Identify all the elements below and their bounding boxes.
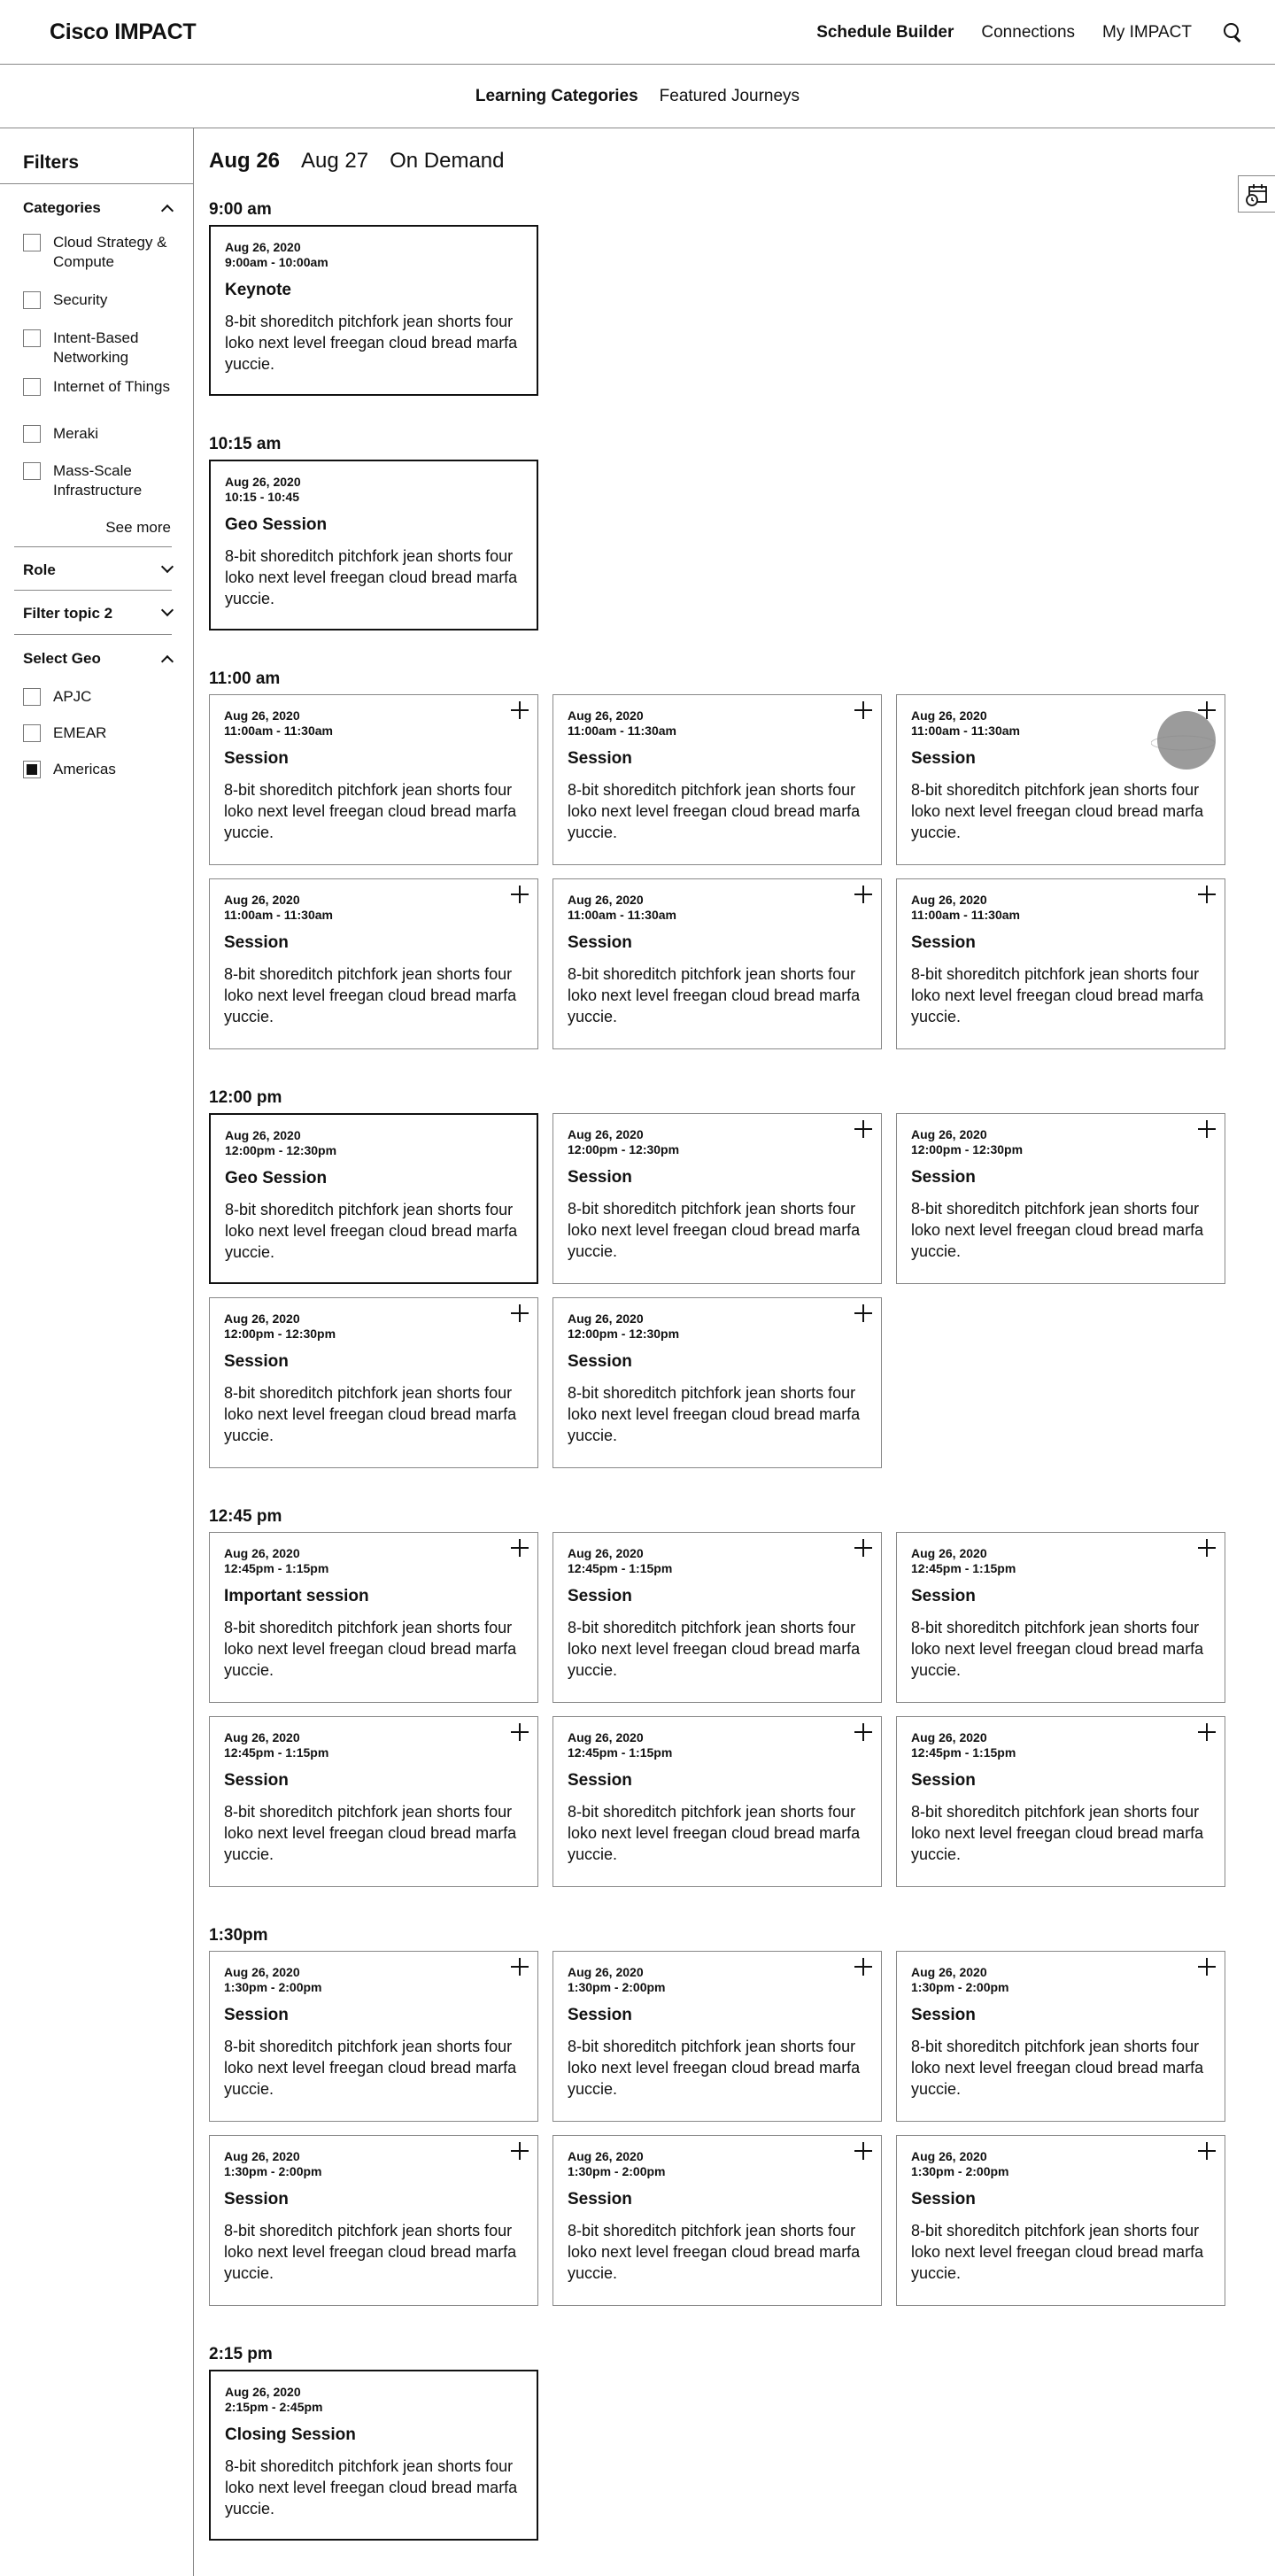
session-time: 12:00pm - 12:30pm: [911, 1142, 1024, 1156]
checkbox[interactable]: [23, 688, 41, 706]
session-card[interactable]: [552, 1297, 882, 1468]
session-card[interactable]: [209, 1297, 538, 1468]
session-time: 2:15pm - 2:45pm: [225, 2400, 323, 2414]
session-card[interactable]: [896, 1113, 1225, 1284]
session-card[interactable]: [552, 878, 882, 1049]
checkbox[interactable]: [23, 291, 41, 309]
session-title: Session: [568, 1771, 632, 1790]
session-description: 8-bit shoreditch pitchfork jean shorts four loko next level freegan cloud bread marfa yuccie.: [225, 2457, 518, 2518]
session-time: 1:30pm - 2:00pm: [568, 2164, 666, 2178]
add-to-schedule-icon[interactable]: [1198, 1958, 1216, 1976]
session-datetime: [911, 1546, 1016, 1576]
session-datetime: [224, 1965, 321, 1995]
divider: [14, 634, 172, 635]
nav-schedule-builder[interactable]: Schedule Builder: [816, 23, 954, 42]
session-time: 1:30pm - 2:00pm: [224, 1980, 322, 1994]
session-time: 1:30pm - 2:00pm: [911, 2164, 1009, 2178]
session-description: 8-bit shoreditch pitchfork jean shorts four loko next level freegan cloud bread marfa yuccie.: [568, 781, 861, 841]
session-card[interactable]: [552, 694, 882, 865]
add-to-schedule-icon[interactable]: [511, 1304, 529, 1322]
session-time: 12:45pm - 1:15pm: [568, 1561, 673, 1575]
session-datetime: [224, 1311, 336, 1342]
session-title: Important session: [224, 1587, 369, 1605]
checkbox[interactable]: [23, 462, 41, 480]
see-more-link[interactable]: See more: [105, 519, 171, 536]
session-card[interactable]: [209, 1951, 538, 2122]
session-card[interactable]: [896, 1532, 1225, 1703]
add-to-schedule-icon[interactable]: [511, 701, 529, 719]
add-to-schedule-icon[interactable]: [1198, 2142, 1216, 2160]
add-to-schedule-icon[interactable]: [511, 1539, 529, 1557]
session-date: Aug 26, 2020: [911, 708, 987, 723]
session-time: 12:45pm - 1:15pm: [224, 1561, 329, 1575]
time-slot-label: 2:15 pm: [209, 2345, 273, 2363]
checkbox-label: Americas: [53, 761, 116, 777]
session-datetime: [568, 708, 676, 739]
filter-internet-of-things[interactable]: [23, 377, 174, 397]
session-time: 12:45pm - 1:15pm: [568, 1745, 673, 1760]
session-card[interactable]: [209, 694, 538, 865]
session-title: Closing Session: [225, 2425, 356, 2444]
add-to-schedule-icon[interactable]: [1198, 1723, 1216, 1741]
session-description: 8-bit shoreditch pitchfork jean shorts four loko next level freegan cloud bread marfa yuccie.: [224, 1619, 517, 1679]
session-description: 8-bit shoreditch pitchfork jean shorts four loko next level freegan cloud bread marfa yuccie.: [568, 1803, 861, 1863]
calendar-clock-icon: [1246, 183, 1269, 206]
session-description: 8-bit shoreditch pitchfork jean shorts four loko next level freegan cloud bread marfa yuccie.: [225, 313, 518, 373]
divider: [14, 546, 172, 547]
session-datetime: [911, 1127, 1023, 1157]
session-card[interactable]: [896, 878, 1225, 1049]
checkbox-label: Security: [53, 291, 108, 308]
checkbox-label: Mass-Scale Infrastructure: [53, 462, 143, 499]
session-time: 12:45pm - 1:15pm: [224, 1745, 329, 1760]
add-to-schedule-icon[interactable]: [854, 701, 872, 719]
session-datetime: [225, 475, 301, 505]
session-datetime: [225, 2385, 322, 2415]
session-title: Session: [911, 1587, 976, 1605]
session-description: 8-bit shoreditch pitchfork jean shorts four loko next level freegan cloud bread marfa yuccie.: [911, 1619, 1204, 1679]
session-title: Session: [911, 1168, 976, 1187]
session-description: 8-bit shoreditch pitchfork jean shorts four loko next level freegan cloud bread marfa yuccie.: [911, 2038, 1204, 2098]
session-time: 12:00pm - 12:30pm: [568, 1327, 680, 1341]
checkbox-label: APJC: [53, 688, 92, 705]
session-card[interactable]: [209, 878, 538, 1049]
add-to-schedule-icon[interactable]: [854, 1958, 872, 1976]
session-date: Aug 26, 2020: [224, 1730, 300, 1744]
session-title: Keynote: [225, 281, 291, 299]
tab-aug-27[interactable]: Aug 27: [301, 149, 369, 173]
add-to-schedule-icon[interactable]: [1198, 886, 1216, 903]
session-time: 12:00pm - 12:30pm: [225, 1143, 337, 1157]
session-title: Session: [568, 1168, 632, 1187]
session-title: Session: [224, 749, 289, 768]
geo-toggle[interactable]: [23, 650, 172, 668]
checkbox[interactable]: [23, 724, 41, 742]
session-description: 8-bit shoreditch pitchfork jean shorts four loko next level freegan cloud bread marfa yuccie.: [911, 781, 1204, 841]
session-date: Aug 26, 2020: [568, 1965, 644, 1979]
checkbox[interactable]: [23, 378, 41, 396]
session-description: 8-bit shoreditch pitchfork jean shorts four loko next level freegan cloud bread marfa yuccie.: [568, 1384, 861, 1444]
session-date: Aug 26, 2020: [568, 1546, 644, 1560]
session-date: Aug 26, 2020: [911, 2149, 987, 2163]
session-card[interactable]: [209, 2370, 538, 2541]
filter-mass-scale-infrastructure[interactable]: [23, 461, 174, 500]
sub-nav: [0, 65, 1275, 128]
session-date: Aug 26, 2020: [568, 708, 644, 723]
session-card[interactable]: [209, 1113, 538, 1284]
nav-my-impact[interactable]: My IMPACT: [1102, 23, 1192, 42]
session-title: Session: [224, 1352, 289, 1371]
time-slot-label: 12:00 pm: [209, 1088, 282, 1107]
session-description: 8-bit shoreditch pitchfork jean shorts four loko next level freegan cloud bread marfa yuccie.: [911, 2222, 1204, 2282]
filter-apjc[interactable]: [23, 687, 174, 707]
session-card[interactable]: [552, 1532, 882, 1703]
session-time: 11:00am - 11:30am: [911, 723, 1020, 738]
session-title: Session: [224, 933, 289, 952]
session-date: Aug 26, 2020: [224, 708, 300, 723]
session-time: 12:45pm - 1:15pm: [911, 1561, 1016, 1575]
top-header: [0, 0, 1275, 65]
session-description: 8-bit shoreditch pitchfork jean shorts four loko next level freegan cloud bread marfa yuccie.: [911, 1803, 1204, 1863]
session-date: Aug 26, 2020: [568, 1127, 644, 1141]
subnav-learning-categories[interactable]: Learning Categories: [475, 86, 638, 105]
time-slot-label: 9:00 am: [209, 200, 272, 219]
session-datetime: [225, 1128, 336, 1158]
chevron-up-icon: [161, 655, 174, 668]
session-date: Aug 26, 2020: [568, 1730, 644, 1744]
session-title: Session: [568, 1587, 632, 1605]
checkbox[interactable]: [23, 329, 41, 347]
session-description: 8-bit shoreditch pitchfork jean shorts four loko next level freegan cloud bread marfa yuccie.: [568, 2222, 861, 2282]
session-card[interactable]: [896, 1716, 1225, 1887]
session-time: 11:00am - 11:30am: [911, 908, 1020, 922]
chevron-down-icon: [161, 561, 174, 573]
session-card[interactable]: [209, 1716, 538, 1887]
checkbox-label: Intent-Based Networking: [53, 329, 139, 366]
filters-sidebar: [0, 128, 194, 2576]
filter-topic-toggle[interactable]: [23, 605, 172, 623]
session-description: 8-bit shoreditch pitchfork jean shorts four loko next level freegan cloud bread marfa yuccie.: [224, 781, 517, 841]
session-card[interactable]: [209, 460, 538, 630]
session-description: 8-bit shoreditch pitchfork jean shorts four loko next level freegan cloud bread marfa yuccie.: [224, 965, 517, 1025]
session-datetime: [568, 1127, 679, 1157]
session-title: Session: [568, 749, 632, 768]
session-description: 8-bit shoreditch pitchfork jean shorts four loko next level freegan cloud bread marfa yuccie.: [911, 965, 1204, 1025]
tab-aug-26[interactable]: Aug 26: [209, 149, 281, 173]
session-datetime: [225, 240, 328, 270]
session-date: Aug 26, 2020: [224, 1311, 300, 1326]
geo-label: Select Geo: [23, 650, 101, 667]
session-card[interactable]: [552, 2135, 882, 2306]
session-description: 8-bit shoreditch pitchfork jean shorts four loko next level freegan cloud bread marfa yuccie.: [911, 1200, 1204, 1260]
session-time: 11:00am - 11:30am: [224, 723, 333, 738]
session-title: Session: [911, 1771, 976, 1790]
session-card[interactable]: [552, 1113, 882, 1284]
session-datetime: [568, 1546, 672, 1576]
session-card[interactable]: [552, 1951, 882, 2122]
filter-emear[interactable]: [23, 723, 174, 743]
session-datetime: [224, 2149, 321, 2179]
session-datetime: [224, 1546, 328, 1576]
categories-toggle[interactable]: [23, 199, 172, 217]
session-description: 8-bit shoreditch pitchfork jean shorts four loko next level freegan cloud bread marfa yuccie.: [225, 1201, 518, 1261]
session-title: Session: [911, 933, 976, 952]
filter-intent-based-networking[interactable]: [23, 329, 174, 367]
checkbox-label: Cloud Strategy & Compute: [53, 234, 167, 270]
session-date: Aug 26, 2020: [568, 1311, 644, 1326]
session-title: Session: [911, 2190, 976, 2209]
session-card[interactable]: [209, 1532, 538, 1703]
filter-topic-label: Filter topic 2: [23, 605, 113, 622]
session-card[interactable]: [896, 694, 1225, 865]
role-toggle[interactable]: [23, 561, 172, 579]
checkbox-checked[interactable]: [23, 761, 41, 778]
time-slot-label: 10:15 am: [209, 435, 282, 453]
session-date: Aug 26, 2020: [224, 893, 300, 907]
session-datetime: [568, 893, 676, 923]
session-title: Session: [568, 933, 632, 952]
session-title: Geo Session: [225, 515, 328, 534]
session-description: 8-bit shoreditch pitchfork jean shorts four loko next level freegan cloud bread marfa yuccie.: [568, 965, 861, 1025]
session-time: 1:30pm - 2:00pm: [568, 1980, 666, 1994]
session-time: 11:00am - 11:30am: [224, 908, 333, 922]
search-icon[interactable]: [1222, 22, 1243, 43]
add-to-schedule-icon[interactable]: [854, 2142, 872, 2160]
session-description: 8-bit shoreditch pitchfork jean shorts four loko next level freegan cloud bread marfa yuccie.: [224, 2222, 517, 2282]
session-datetime: [568, 2149, 665, 2179]
session-title: Session: [568, 1352, 632, 1371]
session-title: Session: [224, 2006, 289, 2024]
session-card[interactable]: [209, 2135, 538, 2306]
session-description: 8-bit shoreditch pitchfork jean shorts four loko next level freegan cloud bread marfa yuccie.: [224, 1384, 517, 1444]
session-date: Aug 26, 2020: [911, 1127, 987, 1141]
top-nav: [789, 22, 1243, 43]
session-time: 11:00am - 11:30am: [568, 908, 676, 922]
logo[interactable]: Cisco IMPACT: [50, 19, 197, 44]
my-schedule-button[interactable]: [1238, 175, 1275, 213]
filter-meraki[interactable]: [23, 424, 174, 444]
add-to-schedule-icon[interactable]: [854, 886, 872, 903]
session-time: 12:00pm - 12:30pm: [568, 1142, 680, 1156]
add-to-schedule-icon[interactable]: [511, 1958, 529, 1976]
session-date: Aug 26, 2020: [568, 2149, 644, 2163]
time-slot-label: 12:45 pm: [209, 1507, 282, 1526]
session-title: Session: [224, 2190, 289, 2209]
session-time: 11:00am - 11:30am: [568, 723, 676, 738]
nav-connections[interactable]: Connections: [981, 23, 1076, 42]
add-to-schedule-icon[interactable]: [511, 2142, 529, 2160]
session-time: 9:00am - 10:00am: [225, 255, 328, 269]
session-time: 1:30pm - 2:00pm: [224, 2164, 322, 2178]
chevron-down-icon: [161, 604, 174, 616]
session-time: 12:00pm - 12:30pm: [224, 1327, 336, 1341]
session-datetime: [911, 893, 1020, 923]
session-description: 8-bit shoreditch pitchfork jean shorts four loko next level freegan cloud bread marfa yuccie.: [568, 1619, 861, 1679]
session-date: Aug 26, 2020: [224, 1965, 300, 1979]
session-description: 8-bit shoreditch pitchfork jean shorts four loko next level freegan cloud bread marfa yuccie.: [568, 2038, 861, 2098]
time-slot-label: 11:00 am: [209, 669, 281, 688]
session-date: Aug 26, 2020: [911, 1730, 987, 1744]
checkbox-label: EMEAR: [53, 724, 107, 741]
categories-label: Categories: [23, 199, 101, 216]
checkbox-label: Meraki: [53, 425, 99, 442]
add-to-schedule-icon[interactable]: [1198, 1120, 1216, 1138]
session-description: 8-bit shoreditch pitchfork jean shorts four loko next level freegan cloud bread marfa yuccie.: [224, 1803, 517, 1863]
session-datetime: [911, 708, 1020, 739]
chevron-up-icon: [161, 205, 174, 217]
filter-cloud-strategy[interactable]: [23, 233, 174, 272]
divider: [0, 183, 193, 184]
checkbox-label: Internet of Things: [53, 378, 170, 395]
session-date: Aug 26, 2020: [225, 240, 301, 254]
session-card[interactable]: [896, 1951, 1225, 2122]
session-title: Session: [911, 2006, 976, 2024]
session-datetime: [568, 1965, 665, 1995]
divider: [14, 590, 172, 591]
tab-on-demand[interactable]: On Demand: [390, 149, 505, 173]
session-date: Aug 26, 2020: [225, 475, 301, 489]
session-time: 10:15 - 10:45: [225, 490, 300, 504]
session-card[interactable]: [209, 225, 538, 396]
add-to-schedule-icon[interactable]: [1198, 701, 1216, 719]
session-datetime: [224, 1730, 328, 1760]
checkbox[interactable]: [23, 425, 41, 443]
session-title: Session: [224, 1771, 289, 1790]
session-date: Aug 26, 2020: [224, 2149, 300, 2163]
filters-title: Filters: [23, 152, 80, 173]
session-title: Session: [911, 749, 976, 768]
session-description: 8-bit shoreditch pitchfork jean shorts four loko next level freegan cloud bread marfa yuccie.: [224, 2038, 517, 2098]
filter-security[interactable]: [23, 290, 174, 310]
session-datetime: [911, 2149, 1008, 2179]
session-datetime: [911, 1730, 1016, 1760]
add-to-schedule-icon[interactable]: [1198, 1539, 1216, 1557]
checkbox[interactable]: [23, 234, 41, 251]
session-date: Aug 26, 2020: [225, 2385, 301, 2399]
session-date: Aug 26, 2020: [911, 893, 987, 907]
time-slot-label: 1:30pm: [209, 1926, 268, 1945]
add-to-schedule-icon[interactable]: [854, 1304, 872, 1322]
session-title: Session: [568, 2006, 632, 2024]
session-card[interactable]: [896, 2135, 1225, 2306]
session-description: 8-bit shoreditch pitchfork jean shorts four loko next level freegan cloud bread marfa yuccie.: [568, 1200, 861, 1260]
session-datetime: [224, 708, 333, 739]
session-time: 1:30pm - 2:00pm: [911, 1980, 1009, 1994]
subnav-featured-journeys[interactable]: Featured Journeys: [659, 86, 800, 105]
day-tabs: [209, 149, 526, 174]
add-to-schedule-icon[interactable]: [854, 1539, 872, 1557]
session-time: 12:45pm - 1:15pm: [911, 1745, 1016, 1760]
add-to-schedule-icon[interactable]: [854, 1120, 872, 1138]
session-datetime: [911, 1965, 1008, 1995]
session-date: Aug 26, 2020: [224, 1546, 300, 1560]
session-title: Geo Session: [225, 1169, 328, 1187]
session-title: Session: [568, 2190, 632, 2209]
add-to-schedule-icon[interactable]: [854, 1723, 872, 1741]
add-to-schedule-icon[interactable]: [511, 1723, 529, 1741]
session-date: Aug 26, 2020: [225, 1128, 301, 1142]
add-to-schedule-icon[interactable]: [511, 886, 529, 903]
session-datetime: [568, 1311, 679, 1342]
session-date: Aug 26, 2020: [568, 893, 644, 907]
session-datetime: [224, 893, 333, 923]
session-description: 8-bit shoreditch pitchfork jean shorts four loko next level freegan cloud bread marfa yuccie.: [225, 547, 518, 607]
session-date: Aug 26, 2020: [911, 1546, 987, 1560]
role-label: Role: [23, 561, 56, 578]
session-card[interactable]: [552, 1716, 882, 1887]
filter-americas[interactable]: [23, 760, 174, 779]
session-date: Aug 26, 2020: [911, 1965, 987, 1979]
session-datetime: [568, 1730, 672, 1760]
